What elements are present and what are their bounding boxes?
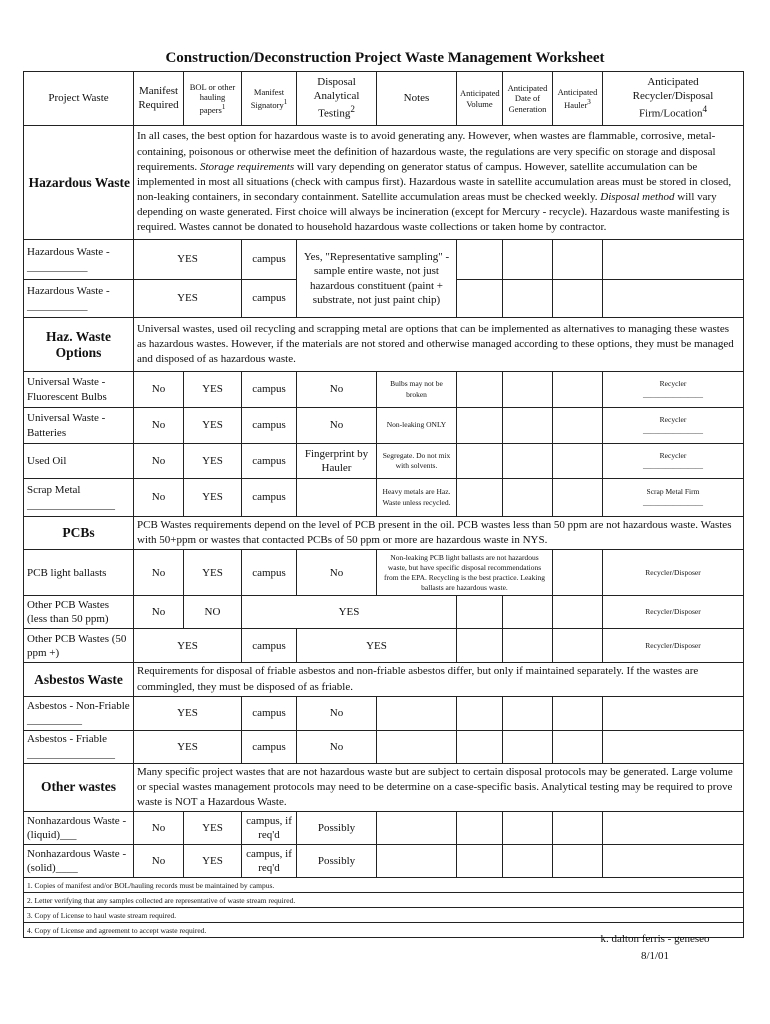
signatory-value: campus, if req'd — [242, 812, 297, 845]
manifest-value: No — [134, 479, 184, 517]
manifest-value: No — [134, 845, 184, 878]
recycler-value: Recycler ________________ — [603, 408, 744, 444]
header-row — [24, 72, 744, 126]
asbestos-description: Requirements for disposal of friable asbestos and non-friable asbestos differ, but only if maintained separately. If the wastes are commingled, they must be disposed of as friable. — [134, 663, 744, 696]
table-row — [24, 845, 744, 878]
manifest-value: YES — [134, 629, 242, 663]
row-label: Used Oil — [24, 444, 134, 479]
manifest-value: YES — [134, 240, 242, 280]
bol-value: YES — [184, 444, 242, 479]
signatory-value: campus — [242, 372, 297, 408]
manifest-value: YES — [134, 280, 242, 318]
bol-value: YES — [184, 479, 242, 517]
section-asbestos — [24, 663, 744, 696]
row-label: Asbestos - Non-Friable __________ — [24, 696, 134, 730]
footnote-row — [24, 893, 744, 908]
manifest-value: No — [134, 550, 184, 596]
manifest-value: No — [134, 812, 184, 845]
table-row — [24, 240, 744, 280]
notes-value: Non-leaking ONLY — [377, 408, 457, 444]
testing-value: Possibly — [297, 812, 377, 845]
signatory-value: campus — [242, 730, 297, 763]
testing-value: No — [297, 730, 377, 763]
footnote-3: 3. Copy of License to haul waste stream required. — [24, 908, 744, 923]
footnote-row — [24, 908, 744, 923]
header-anticipated-recycler: Anticipated Recycler/Disposal Firm/Location$^4$ — [603, 72, 744, 126]
section-label-haz-options: Haz. Waste Options — [24, 318, 134, 372]
signatory-value: campus — [242, 696, 297, 730]
section-hazardous-waste — [24, 126, 744, 240]
recycler-value: Recycler ________________ — [603, 444, 744, 479]
author-name: k. dalton ferris - geneseo — [600, 933, 710, 945]
testing-value: Fingerprint by Hauler — [297, 444, 377, 479]
notes-value: Non-leaking PCB light ballasts are not hazardous waste, but have specific disposal recommendations from the EPA. Recycling is the best practice. Leaking ballasts are hazardous waste. — [377, 550, 553, 596]
manifest-value: No — [134, 596, 184, 629]
section-other-wastes — [24, 763, 744, 812]
header-project-waste: Project Waste — [24, 72, 134, 126]
testing-value: Possibly — [297, 845, 377, 878]
section-pcbs — [24, 517, 744, 550]
row-label: Scrap Metal ________________ — [24, 479, 134, 517]
header-disposal-testing: Disposal Analytical Testing$^2$ — [297, 72, 377, 126]
section-label-other: Other wastes — [24, 763, 134, 812]
section-label-pcbs: PCBs — [24, 517, 134, 550]
manifest-value: No — [134, 408, 184, 444]
table-row — [24, 730, 744, 763]
haz-options-description: Universal wastes, used oil recycling and scrapping metal are options that can be implemented as alternatives to managing these wastes as hazardous wastes. However, if the materials are not stored and otherwise managed according to these options, they must be managed and disposed of as hazardous waste. — [134, 318, 744, 372]
testing-value: YES — [297, 629, 457, 663]
recycler-value: Recycler/Disposer — [603, 596, 744, 629]
footnote-1: 1. Copies of manifest and/or BOL/hauling records must be maintained by campus. — [24, 878, 744, 893]
table-row — [24, 444, 744, 479]
testing-value — [297, 479, 377, 517]
row-label: Other PCB Wastes (50 ppm +) — [24, 629, 134, 663]
table-row — [24, 629, 744, 663]
testing-value: No — [297, 550, 377, 596]
other-description: Many specific project wastes that are not hazardous waste but are subject to certain disposal protocols may be generated. Large volume or special wastes management protocols may need to be determine on a case-specific basis. Analytical testing may be required to prove waste is NOT a Hazardous Waste. — [134, 763, 744, 812]
section-label-hazardous: Hazardous Waste — [24, 126, 134, 240]
row-label: Hazardous Waste - ___________ — [24, 240, 134, 280]
worksheet-table — [23, 71, 744, 938]
signatory-value: campus, if req'd — [242, 845, 297, 878]
header-anticipated-volume: Anticipated Volume — [457, 72, 503, 126]
signatory-value: campus — [242, 550, 297, 596]
bol-value: YES — [184, 408, 242, 444]
signatory-value: campus — [242, 444, 297, 479]
header-manifest-signatory: Manifest Signatory$^1$ — [242, 72, 297, 126]
row-label: Nonhazardous Waste - (solid)____ — [24, 845, 134, 878]
signatory-value: campus — [242, 280, 297, 318]
signature-date: 8/1/01 — [640, 949, 670, 962]
table-row — [24, 696, 744, 730]
header-bol: BOL or other hauling papers$^1$ — [184, 72, 242, 126]
manifest-value: No — [134, 444, 184, 479]
footnote-4: 4. Copy of License and agreement to accept waste required. — [24, 923, 744, 938]
header-manifest-required: Manifest Required — [134, 72, 184, 126]
bol-value: YES — [184, 550, 242, 596]
header-anticipated-date: Anticipated Date of Generation — [503, 72, 553, 126]
manifest-value: No — [134, 372, 184, 408]
footnote-2: 2. Letter verifying that any samples collected are representative of waste stream required. — [24, 893, 744, 908]
row-label: Other PCB Wastes (less than 50 ppm) — [24, 596, 134, 629]
signatory-value: campus — [242, 240, 297, 280]
recycler-value: Recycler ________________ — [603, 372, 744, 408]
bol-value: NO — [184, 596, 242, 629]
recycler-value: Recycler/Disposer — [603, 550, 744, 596]
row-label: Universal Waste - Fluorescent Bulbs — [24, 372, 134, 408]
signatory-value: campus — [242, 629, 297, 663]
section-haz-options — [24, 318, 744, 372]
header-notes: Notes — [377, 72, 457, 126]
notes-value: Segregate. Do not mix with solvents. — [377, 444, 457, 479]
testing-value: No — [297, 408, 377, 444]
hazardous-description: In all cases, the best option for hazardous waste is to avoid generating any. However, when wastes are flammable, corrosive, metal-containing, poisonous or otherwise meet the definition of hazardous waste, the regulations are very specific on storage and disposal requirements. Storage requirements will vary depending on generator status of campus. However, satellite accumulation can be implemented in most all situations (check with campus first). Hazardous waste in satellite accumulation areas must be stored in closed, non-leaking containers, in secondary containment. Satellite accumulation areas must be checked weekly. Disposal method will vary depending on waste generated. First choice will always be incineration (except for Mercury - recycle). Hazardous waste manifesting is required. Wastes cannot be donated to household hazardous waste collections or taken home by contractor. — [134, 126, 744, 240]
row-label: Hazardous Waste - ___________ — [24, 280, 134, 318]
row-label: PCB light ballasts — [24, 550, 134, 596]
bol-value: YES — [184, 845, 242, 878]
row-label: Universal Waste - Batteries — [24, 408, 134, 444]
signatory-value: campus — [242, 408, 297, 444]
recycler-value: Recycler/Disposer — [603, 629, 744, 663]
testing-value: No — [297, 696, 377, 730]
manifest-value: YES — [134, 696, 242, 730]
row-label: Nonhazardous Waste - (liquid)___ — [24, 812, 134, 845]
table-row — [24, 812, 744, 845]
section-label-asbestos: Asbestos Waste — [24, 663, 134, 696]
signature-block — [560, 931, 750, 964]
notes-value: Bulbs may not be broken — [377, 372, 457, 408]
bol-value: YES — [184, 372, 242, 408]
page-title: Construction/Deconstruction Project Waste Management Worksheet — [165, 50, 605, 66]
recycler-value: Scrap Metal Firm ________________ — [603, 479, 744, 517]
table-row — [24, 479, 744, 517]
testing-value: Yes, "Representative sampling" - sample entire waste, not just hazardous constituent (paint + substrate, not just paint chip) — [297, 240, 457, 318]
footnote-row — [24, 878, 744, 893]
testing-value: No — [297, 372, 377, 408]
row-label: Asbestos - Friable ________________ — [24, 730, 134, 763]
table-row — [24, 596, 744, 629]
testing-value: YES — [242, 596, 457, 629]
signatory-value: campus — [242, 479, 297, 517]
table-row — [24, 372, 744, 408]
bol-value: YES — [184, 812, 242, 845]
table-row — [24, 550, 744, 596]
pcbs-description: PCB Wastes requirements depend on the level of PCB present in the oil. PCB wastes less than 50 ppm are not hazardous waste. Wastes with 50+ppm or wastes that contacted PCBs of 50 ppm or more are hazardous waste in NYS. — [134, 517, 744, 550]
header-anticipated-hauler: Anticipated Hauler$^3$ — [553, 72, 603, 126]
table-row — [24, 408, 744, 444]
notes-value: Heavy metals are Haz. Waste unless recycled. — [377, 479, 457, 517]
manifest-value: YES — [134, 730, 242, 763]
